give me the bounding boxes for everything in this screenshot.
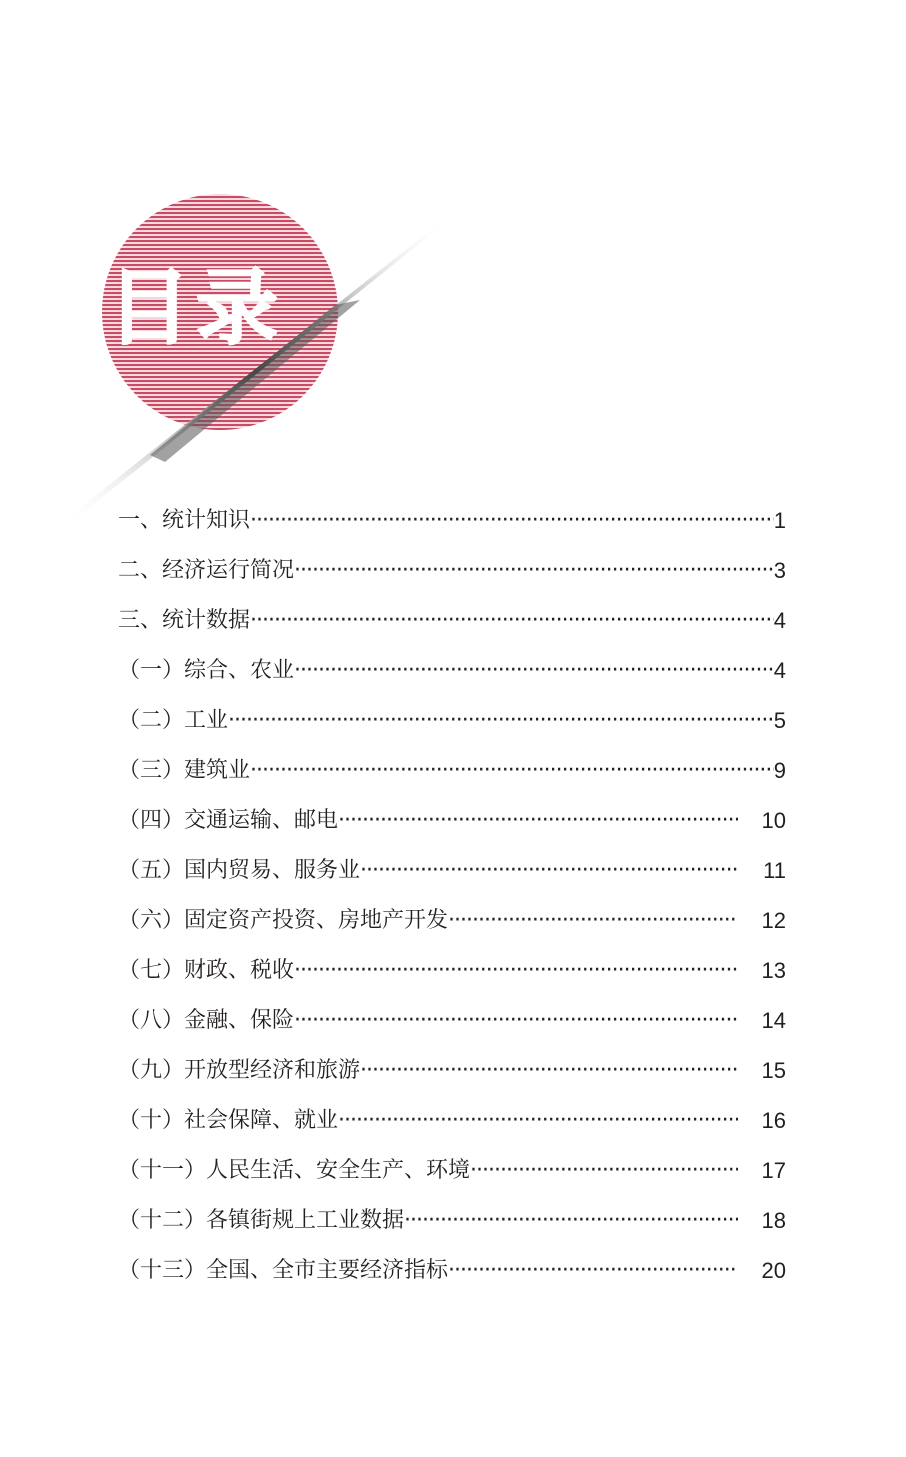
toc-heading-graphic xyxy=(0,0,906,540)
toc-page-number: 16 xyxy=(761,1108,786,1133)
toc-entry[interactable] xyxy=(118,746,786,796)
toc-dot-leader xyxy=(250,746,774,796)
toc-entry-label: 二、经济运行简况 xyxy=(118,558,295,583)
toc-dot-leader xyxy=(250,496,774,546)
toc-page-number: 18 xyxy=(761,1208,786,1233)
toc-entry[interactable] xyxy=(118,596,786,646)
toc-entry[interactable] xyxy=(118,846,786,896)
toc-entry[interactable] xyxy=(118,996,786,1046)
toc-dot-leader xyxy=(448,896,738,946)
toc-entry[interactable] xyxy=(118,1196,786,1246)
toc-page-number: 13 xyxy=(761,958,786,983)
toc-entry-label: （十三）全国、全市主要经济指标 xyxy=(118,1258,449,1283)
toc-dot-leader xyxy=(294,646,774,696)
toc-page-number: 4 xyxy=(773,608,786,633)
toc-page-number: 17 xyxy=(761,1158,786,1183)
toc-entry-label: （一）综合、农业 xyxy=(118,658,295,683)
toc-page-number: 20 xyxy=(761,1258,786,1283)
toc-entry-label: （五）国内贸易、服务业 xyxy=(118,858,361,883)
toc-entry[interactable] xyxy=(118,696,786,746)
toc-entry[interactable] xyxy=(118,646,786,696)
toc-entry[interactable] xyxy=(118,496,786,546)
toc-title: 目录 xyxy=(108,261,285,356)
toc-dot-leader xyxy=(294,996,738,1046)
toc-entry-label: （六）固定资产投资、房地产开发 xyxy=(118,908,449,933)
toc-entry[interactable] xyxy=(118,1146,786,1196)
toc-entry-label: （七）财政、税收 xyxy=(118,958,295,983)
toc-entry[interactable] xyxy=(118,546,786,596)
toc-page-number: 1 xyxy=(773,508,786,533)
toc-page-number: 3 xyxy=(773,558,786,583)
toc-entry-label: （八）金融、保险 xyxy=(118,1008,295,1033)
toc-entry[interactable] xyxy=(118,1046,786,1096)
toc-dot-leader xyxy=(338,796,738,846)
toc-page-number: 4 xyxy=(773,658,786,683)
toc-entry[interactable] xyxy=(118,796,786,846)
toc-dot-leader xyxy=(338,1096,738,1146)
toc-page-number: 15 xyxy=(761,1058,786,1083)
toc-dot-leader xyxy=(360,846,738,896)
toc-entry-label: （二）工业 xyxy=(118,708,229,733)
toc-dot-leader xyxy=(360,1046,738,1096)
toc-entry-label: （九）开放型经济和旅游 xyxy=(118,1058,361,1083)
toc-dot-leader xyxy=(250,596,774,646)
toc-dot-leader xyxy=(448,1246,738,1296)
toc-entry-label: （十）社会保障、就业 xyxy=(118,1108,339,1133)
toc-entry-label: 一、统计知识 xyxy=(118,508,251,533)
toc-entry[interactable] xyxy=(118,896,786,946)
toc-entry[interactable] xyxy=(118,946,786,996)
toc-entry-label: （十二）各镇街规上工业数据 xyxy=(118,1208,405,1233)
toc-page-number: 10 xyxy=(761,808,786,833)
toc-dot-leader xyxy=(294,946,738,996)
toc-dot-leader xyxy=(228,696,774,746)
toc-entry[interactable] xyxy=(118,1096,786,1146)
toc-dot-leader xyxy=(404,1196,738,1246)
toc-entry-label: （十一）人民生活、安全生产、环境 xyxy=(118,1158,471,1183)
toc-page-number: 5 xyxy=(773,708,786,733)
toc-page-number: 11 xyxy=(763,858,786,883)
toc-page-number: 12 xyxy=(761,908,786,933)
toc-entry-label: （四）交通运输、邮电 xyxy=(118,808,339,833)
toc-entry-label: （三）建筑业 xyxy=(118,758,251,783)
toc-entry-label: 三、统计数据 xyxy=(118,608,251,633)
toc-entry[interactable] xyxy=(118,1246,786,1296)
toc-page-number: 9 xyxy=(773,758,786,783)
toc-dot-leader xyxy=(470,1146,738,1196)
toc-page-number: 14 xyxy=(761,1008,786,1033)
table-of-contents xyxy=(118,496,786,1296)
toc-dot-leader xyxy=(294,546,774,596)
